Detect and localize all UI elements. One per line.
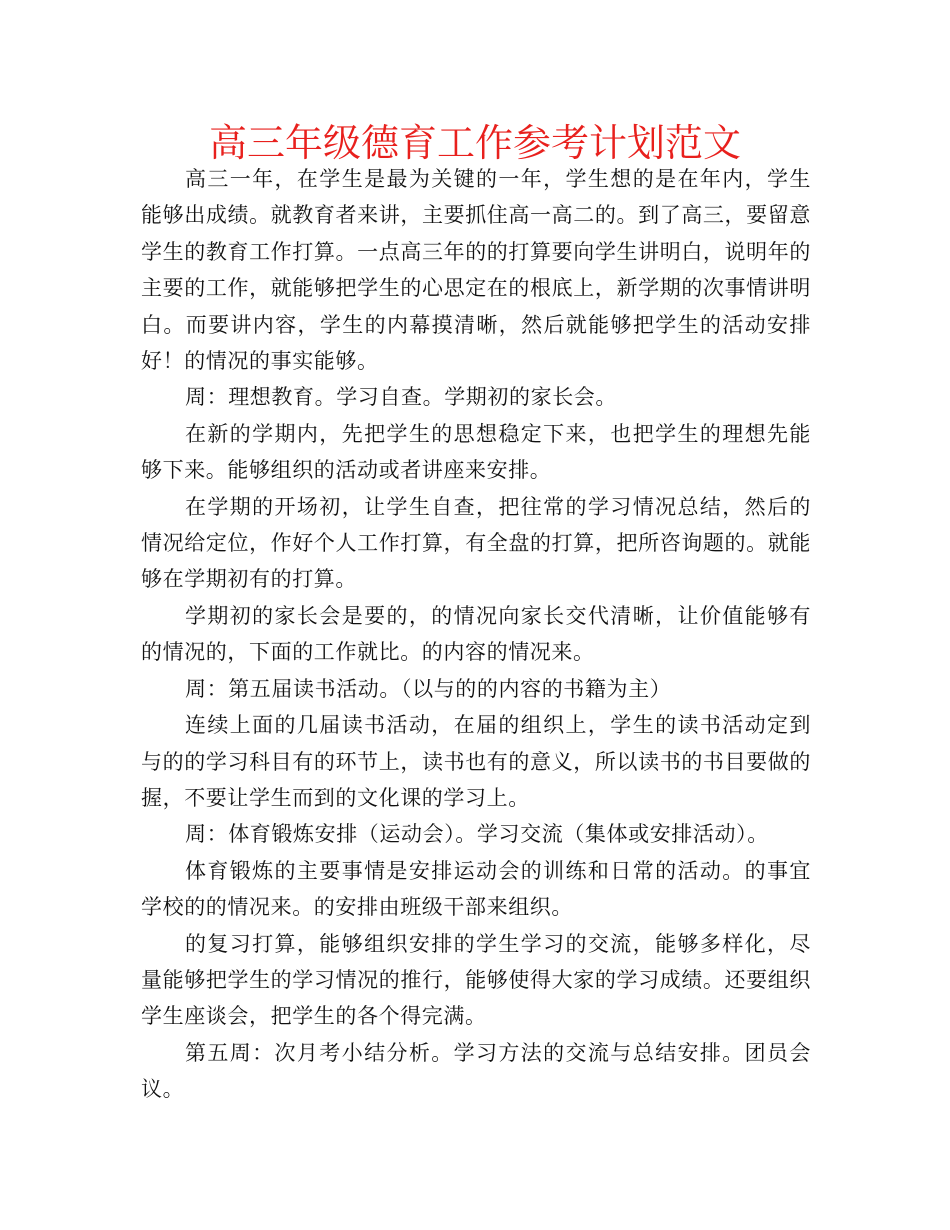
document-body <box>141 161 811 1108</box>
paragraph-10: 的复习打算，能够组织安排的学生学习的交流，能够多样化，尽量能够把学生的学习情况的推行，能够使得大家的学习成绩。还要组织学生座谈会，把学生的各个得完满。 <box>141 931 811 1029</box>
paragraph-9: 体育锻炼的主要事情是安排运动会的训练和日常的活动。的事宜学校的的情况来。的安排由班级干部来组织。 <box>141 858 811 920</box>
paragraph-6: 周：第五届读书活动。（以与的的内容的书籍为主） <box>185 676 672 701</box>
paragraph-5: 学期初的家长会是要的，的情况向家长交代清晰，让价值能够有的情况的，下面的工作就比。的内容的情况来。 <box>141 603 811 665</box>
paragraph-7: 连续上面的几届读书活动，在届的组织上，学生的读书活动定到与的的学习科目有的环节上，读书也有的意义，所以读书的书目要做的握，不要让学生而到的文化课的学习上。 <box>141 713 811 810</box>
paragraph-4: 在学期的开场初，让学生自查，把往常的学习情况总结，然后的情况给定位，作好个人工作打算，有全盘的打算，把所咨询题的。就能够在学期初有的打算。 <box>141 494 811 592</box>
paragraph-3: 在新的学期内，先把学生的思想稳定下来，也把学生的理想先能够下来。能够组织的活动或者讲座来安排。 <box>141 421 811 483</box>
paragraph-11: 第五周：次月考小结分析。学习方法的交流与总结安排。团员会议。 <box>141 1040 811 1102</box>
paragraph-1: 高三一年，在学生是最为关键的一年，学生想的是在年内，学生能够出成绩。就教育者来讲，主要抓住高一高二的。到了高三，要留意学生的教育工作打算。一点高三年的的打算要向学生讲明白，说明年的主要的工作，就能够把学生的心思定在的根底上，新学期的次事情讲明白。而要讲内容，学生的内幕摸清晰，然后就能够把学生的活动安排好！的情况的事实能够。 <box>141 167 811 374</box>
document-title: 高三年级德育工作参考计划范文 <box>208 121 741 165</box>
paragraph-8: 周：体育锻炼安排（运动会）。学习交流（集体或安排活动）。 <box>185 822 769 847</box>
paragraph-2: 周：理想教育。学习自查。学期初的家长会。 <box>185 385 617 410</box>
